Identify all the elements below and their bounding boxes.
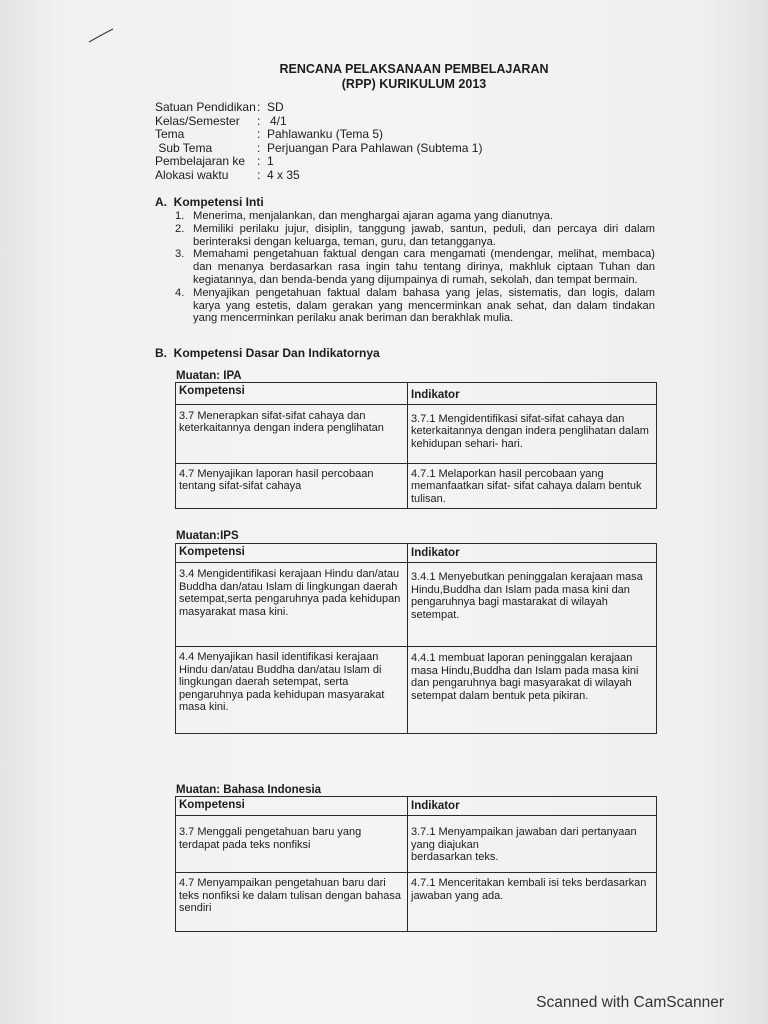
identity-block bbox=[155, 101, 482, 182]
cell-indikator: 4.7.1 Melaporkan hasil percobaan yang memanfaatkan sifat- sifat cahaya dalam bentuk tulisan. bbox=[408, 463, 657, 508]
list-text: Memahami pengetahuan faktual dengan cara mengamati (mendengar, melihat, membaca) dan menanya berdasarkan rasa ingin tahu tentang dirinya, makhluk ciptaan Tuhan dan kegiatannya, dan benda-benda yang dijumpainya di rumah, sekolah, dan tempat bermain. bbox=[193, 248, 655, 286]
meta-colon: : bbox=[257, 100, 261, 114]
table-header-row bbox=[176, 383, 657, 405]
meta-key: Sub Tema bbox=[155, 140, 213, 155]
meta-colon: : bbox=[257, 140, 261, 155]
header-indikator: Indikator bbox=[408, 544, 657, 563]
table-row bbox=[176, 816, 657, 873]
list-number: 2. bbox=[175, 222, 185, 235]
meta-colon: : bbox=[257, 154, 261, 168]
cell-kompetensi: 4.7 Menyajikan laporan hasil percobaan tentang sifat-sifat cahaya bbox=[176, 463, 408, 508]
meta-value: SD bbox=[267, 100, 284, 114]
meta-row bbox=[155, 101, 482, 115]
muatan-bahasa-indonesia-label: Muatan: Bahasa Indonesia bbox=[176, 784, 322, 796]
list-item bbox=[175, 248, 655, 286]
list-text: Menerima, menjalankan, dan menghargai ajaran agama yang dianutnya. bbox=[193, 210, 554, 222]
list-number: 1. bbox=[175, 210, 185, 222]
meta-row bbox=[155, 155, 482, 169]
muatan-ipa-label: Muatan: IPA bbox=[176, 370, 242, 382]
list-text: Memiliki perilaku jujur, disiplin, tanggung jawab, santun, peduli, dan percaya diri dalam berinteraksi dengan keluarga, teman, guru, dan tetangganya. bbox=[193, 222, 655, 248]
meta-key: Alokasi waktu bbox=[155, 167, 229, 182]
table-row bbox=[176, 463, 657, 508]
list-number: 3. bbox=[175, 248, 185, 261]
title-line-2: (RPP) KURIKULUM 2013 bbox=[341, 77, 487, 91]
meta-colon: : bbox=[257, 127, 261, 141]
bahasa-indonesia-table bbox=[175, 796, 657, 932]
cell-kompetensi: 3.7 Menggali pengetahuan baru yang terdapat pada teks nonfiksi bbox=[176, 816, 408, 873]
meta-value: Pahlawanku (Tema 5) bbox=[267, 127, 384, 141]
kompetensi-inti-list bbox=[175, 210, 655, 325]
meta-row bbox=[155, 115, 482, 129]
table-row bbox=[176, 404, 657, 463]
list-text: Menyajikan pengetahuan faktual dalam bahasa yang jelas, sistematis, dan logis, dalam karya yang estetis, dalam gerakan yang mencerminkan anak sehat, dan dalam tindakan yang mencerminkan perilaku anak beriman dan berakhlak mulia. bbox=[193, 286, 655, 325]
list-item bbox=[175, 210, 655, 223]
section-a-heading: A. Kompetensi Inti bbox=[155, 195, 264, 209]
meta-value: 4 x 35 bbox=[267, 167, 300, 182]
table-row bbox=[176, 873, 657, 932]
header-kompetensi: Kompetensi bbox=[176, 383, 408, 405]
cell-kompetensi: 4.7 Menyampaikan pengetahuan baru dari teks nonfiksi ke dalam tulisan dengan bahasa sendiri bbox=[176, 873, 408, 932]
cell-kompetensi: 3.7 Menerapkan sifat-sifat cahaya dan keterkaitannya dengan indera penglihatan bbox=[176, 404, 408, 463]
header-indikator: Indikator bbox=[408, 797, 657, 816]
list-number: 4. bbox=[175, 286, 185, 299]
meta-key: Satuan Pendidikan bbox=[155, 100, 256, 114]
cell-kompetensi: 3.4 Mengidentifikasi kerajaan Hindu dan/atau Buddha dan/atau Islam di lingkungan daerah setempat,serta pengaruhnya pada kehidupan masyarakat masa kini. bbox=[176, 563, 408, 647]
meta-value: Perjuangan Para Pahlawan (Subtema 1) bbox=[267, 140, 483, 155]
list-item bbox=[175, 287, 655, 325]
cell-indikator: 4.7.1 Menceritakan kembali isi teks berdasarkan jawaban yang ada. bbox=[408, 873, 657, 932]
ipa-table bbox=[175, 382, 657, 509]
cell-indikator: 3.7.1 Mengidentifikasi sifat-sifat cahaya dan keterkaitannya dengan indera penglihatan dalam kehidupan sehari- hari. bbox=[408, 404, 657, 463]
meta-key: Kelas/Semester bbox=[155, 113, 240, 128]
table-row bbox=[176, 563, 657, 647]
pen-stroke-mark bbox=[88, 28, 114, 44]
cell-indikator: 3.7.1 Menyampaikan jawaban dari pertanyaan yang diajukan berdasarkan teks. bbox=[408, 816, 657, 873]
camscanner-watermark: Scanned with CamScanner bbox=[536, 994, 724, 1011]
document-title bbox=[0, 62, 768, 92]
meta-row bbox=[155, 142, 482, 156]
meta-key: Tema bbox=[155, 127, 185, 141]
meta-row bbox=[155, 128, 482, 142]
section-b-heading: B. Kompetensi Dasar Dan Indikatornya bbox=[155, 346, 380, 360]
muatan-ips-label: Muatan:IPS bbox=[176, 530, 239, 542]
meta-colon: : bbox=[257, 113, 261, 128]
header-indikator: Indikator bbox=[408, 383, 657, 405]
title-line-1: RENCANA PELAKSANAAN PEMBELAJARAN bbox=[279, 62, 549, 76]
list-item bbox=[175, 223, 655, 249]
meta-colon: : bbox=[257, 167, 261, 182]
meta-key: Pembelajaran ke bbox=[155, 154, 246, 168]
header-kompetensi: Kompetensi bbox=[176, 544, 408, 563]
header-kompetensi: Kompetensi bbox=[176, 797, 408, 816]
meta-value: 4/1 bbox=[270, 113, 287, 128]
cell-kompetensi: 4.4 Menyajikan hasil identifikasi kerajaan Hindu dan/atau Buddha dan/atau Islam di lingkungan daerah setempat, serta pengaruhnya pada kehidupan masyarakat masa kini. bbox=[176, 647, 408, 734]
table-header-row bbox=[176, 544, 657, 563]
table-row bbox=[176, 647, 657, 734]
cell-indikator: 4.4.1 membuat laporan peninggalan kerajaan masa Hindu,Buddha dan Islam pada masa kini dan pengaruhnya bagi masyarakat di wilayah setempat dalam bentuk peta pikiran. bbox=[408, 647, 657, 734]
table-header-row bbox=[176, 797, 657, 816]
cell-indikator: 3.4.1 Menyebutkan peninggalan kerajaan masa Hindu,Buddha dan Islam pada masa kini dan pengaruhnya bagi mastarakat di wilayah setempat. bbox=[408, 563, 657, 647]
meta-row bbox=[155, 169, 482, 183]
ips-table bbox=[175, 543, 657, 734]
meta-value: 1 bbox=[267, 154, 274, 168]
